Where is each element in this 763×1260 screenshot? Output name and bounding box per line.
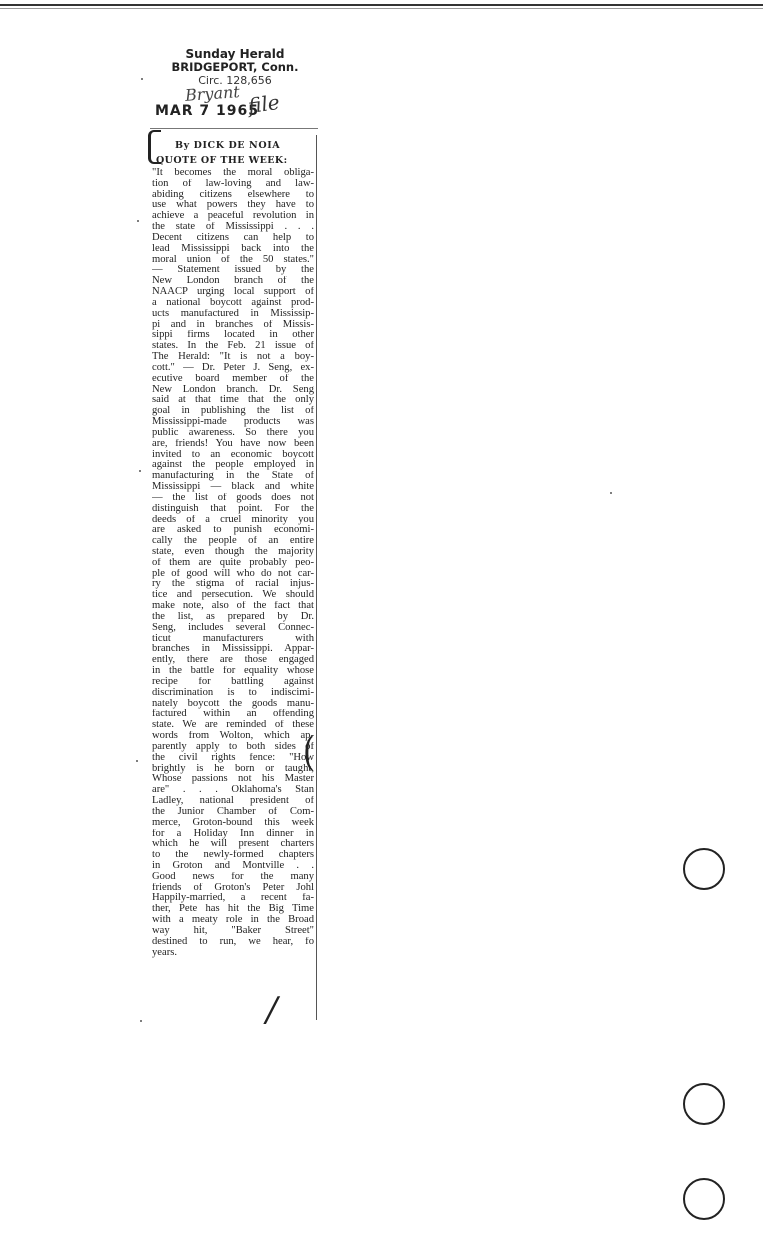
clipping-right-edge xyxy=(316,135,317,1020)
article-line: make note, also of the fact that xyxy=(152,601,314,612)
article-line: with a meaty role in the Broad xyxy=(152,915,314,926)
article-line: of them are quite probably peo- xyxy=(152,557,314,568)
article-line: NAACP urging local support of xyxy=(152,287,314,298)
article-line: discrimination is to indiscimi- xyxy=(152,687,314,698)
article-line: ticut manufacturers with xyxy=(152,633,314,644)
article-line: manufacturing in the State of xyxy=(152,471,314,482)
clipping-top-edge xyxy=(150,128,318,129)
article-line: tion of law-loving and law- xyxy=(152,178,314,189)
article-line: Ladley, national president of xyxy=(152,796,314,807)
binder-hole-middle xyxy=(683,1083,725,1125)
article-line: ther, Pete has hit the Big Time xyxy=(152,904,314,915)
newspaper-name: Sunday Herald xyxy=(185,47,285,61)
article-line: in the battle for equality whose xyxy=(152,666,314,677)
article-line: "It becomes the moral obliga- xyxy=(152,168,314,178)
scan-speck xyxy=(136,760,138,762)
article-line: invited to an economic boycott xyxy=(152,449,314,460)
article-line: cally the people of an entire xyxy=(152,536,314,547)
article-line: cott." — Dr. Peter J. Seng, ex- xyxy=(152,362,314,373)
article-line: to the newly-formed chapters xyxy=(152,850,314,861)
article-line: destined to run, we hear, fo xyxy=(152,936,314,947)
article-line: lead Mississippi back into the xyxy=(152,243,314,254)
article-line: in Groton and Montville . . xyxy=(152,861,314,871)
article-line: Happily-married, a recent fa- xyxy=(152,893,314,904)
article-line: tice and persecution. We should xyxy=(152,590,314,601)
article-line: merce, Groton-bound this week xyxy=(152,817,314,828)
article-line: are, friends! You have now been xyxy=(152,438,314,449)
article-line: ecutive board member of the xyxy=(152,373,314,384)
article-line: pi and in branches of Missis- xyxy=(152,319,314,330)
article-line: which he will present charters xyxy=(152,839,314,850)
article-line: are" . . . Oklahoma's Stan xyxy=(152,785,314,796)
article-line: way hit, "Baker Street" xyxy=(152,925,314,936)
circulation-line: Circ. 128,656 xyxy=(198,74,272,87)
article-line: against the people employed in xyxy=(152,460,314,471)
article-line: — the list of goods does not xyxy=(152,492,314,503)
article-line: the list, as prepared by Dr. xyxy=(152,611,314,622)
article-line: are asked to punish economi- xyxy=(152,525,314,536)
article-line: New London branch of the xyxy=(152,276,314,287)
article-line: the Junior Chamber of Com- xyxy=(152,806,314,817)
article-line: ucts manufactured in Mississip- xyxy=(152,308,314,319)
article-line: abiding citizens elsewhere to xyxy=(152,189,314,200)
article-byline: By DICK DE NOIA xyxy=(175,140,281,151)
article-line: years. xyxy=(152,947,177,958)
article-line: — Statement issued by the xyxy=(152,265,314,276)
article-line: states. In the Feb. 21 issue of xyxy=(152,341,314,352)
article-line: Good news for the many xyxy=(152,871,314,882)
article-line: ple of good will who do not car- xyxy=(152,568,314,579)
article-line: Whose passions not his Master xyxy=(152,774,314,785)
article-line: goal in publishing the list of xyxy=(152,406,314,417)
scan-speck xyxy=(139,470,141,472)
newspaper-city: BRIDGEPORT, Conn. xyxy=(171,60,299,74)
scan-edge-rule-secondary xyxy=(0,8,763,9)
article-line: a national boycott against prod- xyxy=(152,297,314,308)
article-line: state, even though the majority xyxy=(152,546,314,557)
article-line: moral union of the 50 states." xyxy=(152,254,314,265)
article-line: deeds of a cruel minority you xyxy=(152,514,314,525)
article-line: the civil rights fence: "How xyxy=(152,752,314,763)
article-line: nately boycott the goods manu- xyxy=(152,698,314,709)
article-line: brightly is he born or taught, xyxy=(152,763,314,774)
article-line: Decent citizens can help to xyxy=(152,232,314,243)
binder-hole-bottom xyxy=(683,1178,725,1220)
article-line: state. We are reminded of these xyxy=(152,720,314,731)
handwritten-close-mark: / xyxy=(266,990,278,1030)
article-line: said at that time that the only xyxy=(152,395,314,406)
date-stamp: MAR 7 1965 xyxy=(155,103,260,119)
article-line: distinguish that point. For the xyxy=(152,503,314,514)
scan-speck xyxy=(140,1020,142,1022)
handwritten-side-mark: ( xyxy=(303,729,315,776)
article-line: friends of Groton's Peter Johl xyxy=(152,882,314,893)
scan-edge-rule xyxy=(0,4,763,6)
article-line: sippi firms located in other xyxy=(152,330,314,341)
article-line: ently, there are those engaged xyxy=(152,655,314,666)
article-line: Seng, includes several Connec- xyxy=(152,622,314,633)
article-line: Mississippi-made products was xyxy=(152,417,314,428)
newspaper-masthead xyxy=(150,48,320,87)
scan-speck xyxy=(610,492,612,494)
article-line: achieve a peaceful revolution in xyxy=(152,211,314,222)
binder-hole-top xyxy=(683,848,725,890)
handwritten-annotation: Bryant xyxy=(184,82,241,105)
article-line: Mississippi — black and white xyxy=(152,482,314,493)
article-line: branches in Mississippi. Appar- xyxy=(152,644,314,655)
article-line: for a Holiday Inn dinner in xyxy=(152,828,314,839)
scan-speck xyxy=(137,220,139,222)
article-line: ry the stigma of racial injus- xyxy=(152,579,314,590)
article-heading: QUOTE OF THE WEEK: xyxy=(156,155,288,166)
article-line: use what powers they have to xyxy=(152,200,314,211)
scan-speck xyxy=(141,78,143,80)
article-line: The Herald: "It is not a boy- xyxy=(152,352,314,363)
handwritten-annotation-file: file xyxy=(246,89,282,119)
article-line: the state of Mississippi . . . xyxy=(152,222,314,233)
article-line: factured within an offending xyxy=(152,709,314,720)
article-line: parently apply to both sides of xyxy=(152,741,314,752)
article-line: public awareness. So there you xyxy=(152,427,314,438)
article-body xyxy=(152,168,314,958)
article-line: words from Wolton, which ap- xyxy=(152,731,314,742)
article-line: recipe for battling against xyxy=(152,676,314,687)
article-line: New London branch. Dr. Seng xyxy=(152,384,314,395)
